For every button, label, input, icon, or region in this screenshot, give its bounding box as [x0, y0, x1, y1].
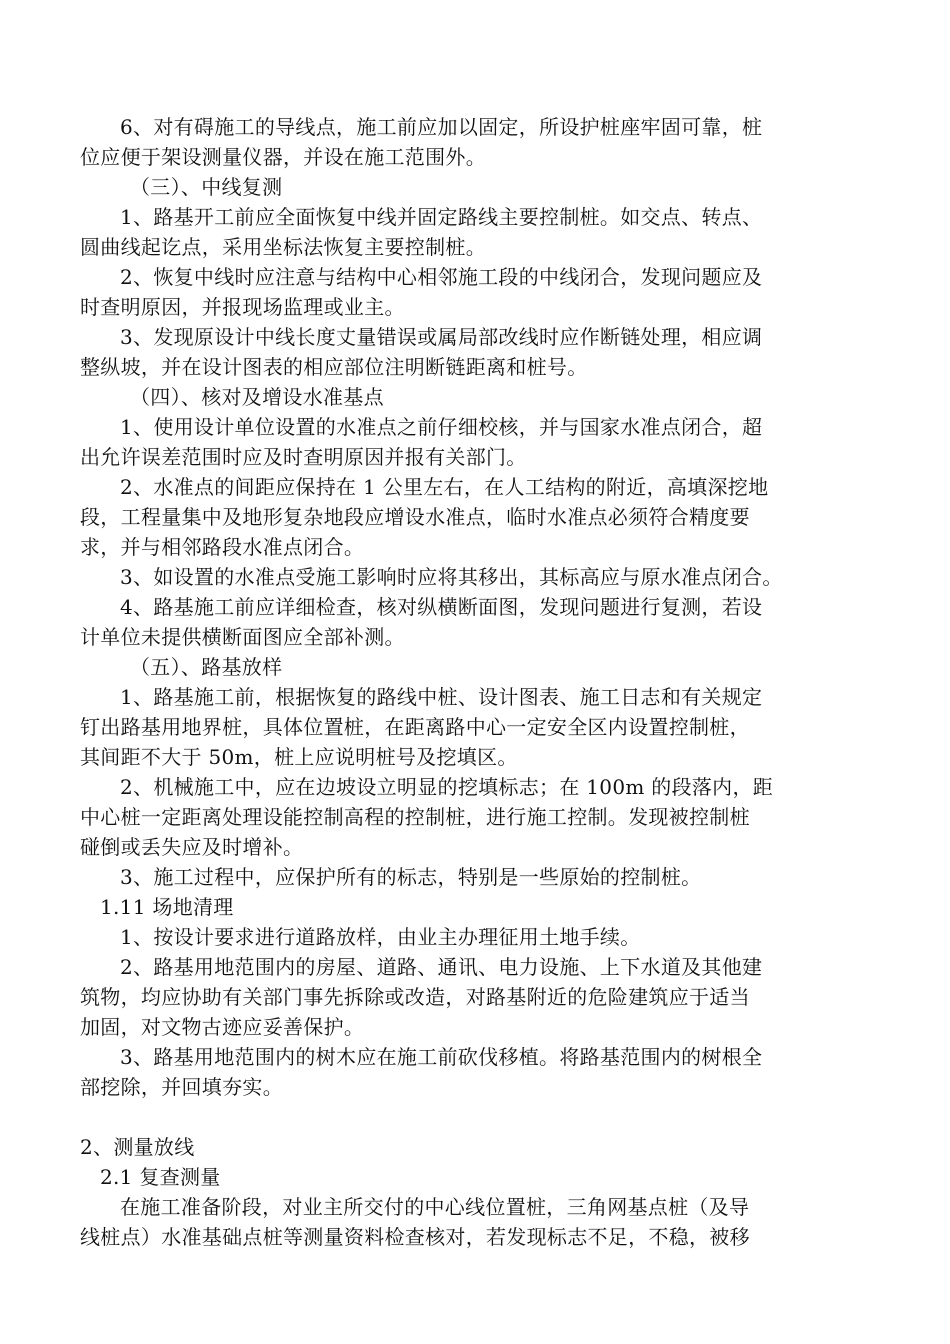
text-line: 部挖除，并回填夯实。	[80, 1075, 283, 1099]
text-line: 其间距不大于 50m，桩上应说明桩号及挖填区。	[80, 745, 518, 769]
text-line: 2、路基用地范围内的房屋、道路、通讯、电力设施、上下水道及其他建	[120, 955, 763, 979]
text-line: 4、路基施工前应详细检查，核对纵横断面图，发现问题进行复测，若设	[120, 595, 763, 619]
text-line: 2、水准点的间距应保持在 1 公里左右，在人工结构的附近，高填深挖地	[120, 475, 769, 499]
text-line: 1、路基开工前应全面恢复中线并固定路线主要控制桩。如交点、转点、	[120, 205, 763, 229]
text-line: 1、使用设计单位设置的水准点之前仔细校核，并与国家水准点闭合，超	[120, 415, 763, 439]
text-line: 3、如设置的水准点受施工影响时应将其移出，其标高应与原水准点闭合。	[120, 565, 783, 589]
text-line: 1、路基施工前，根据恢复的路线中桩、设计图表、施工日志和有关规定	[120, 685, 763, 709]
text-line: 3、路基用地范围内的树木应在施工前砍伐移植。将路基范围内的树根全	[120, 1045, 763, 1069]
section-heading: 2、测量放线	[80, 1135, 195, 1159]
text-line: 出允许误差范围时应及时查明原因并报有关部门。	[80, 445, 527, 469]
text-line: 钉出路基用地界桩，具体位置桩，在距离路中心一定安全区内设置控制桩，	[80, 715, 750, 739]
section-heading: 1.11 场地清理	[100, 895, 234, 919]
section-heading: （四）、核对及增设水准基点	[130, 385, 384, 409]
text-line: 1、按设计要求进行道路放样，由业主办理征用土地手续。	[120, 925, 641, 949]
text-line: 2、恢复中线时应注意与结构中心相邻施工段的中线闭合，发现问题应及	[120, 265, 763, 289]
text-line: 计单位未提供横断面图应全部补测。	[80, 625, 405, 649]
text-line: 3、发现原设计中线长度丈量错误或属局部改线时应作断链处理，相应调	[120, 325, 763, 349]
section-heading: 2.1 复查测量	[100, 1165, 221, 1189]
text-line: 3、施工过程中，应保护所有的标志，特别是一些原始的控制桩。	[120, 865, 702, 889]
text-line: 筑物，均应协助有关部门事先拆除或改造，对路基附近的危险建筑应于适当	[80, 985, 750, 1009]
text-line: 2、机械施工中，应在边坡设立明显的挖填标志；在 100m 的段落内，距	[120, 775, 774, 799]
text-line: 碰倒或丢失应及时增补。	[80, 835, 304, 859]
text-line: 中心桩一定距离处理设能控制高程的控制桩，进行施工控制。发现被控制桩	[80, 805, 750, 829]
text-line: 加固，对文物古迹应妥善保护。	[80, 1015, 365, 1039]
text-line: 6、对有碍施工的导线点，施工前应加以固定，所设护桩座牢固可靠，桩	[120, 115, 763, 139]
text-line: 圆曲线起讫点，采用坐标法恢复主要控制桩。	[80, 235, 486, 259]
section-heading: （五）、路基放样	[130, 655, 283, 679]
text-line: 在施工准备阶段，对业主所交付的中心线位置桩，三角网基点桩（及导	[120, 1195, 750, 1219]
text-line: 段，工程量集中及地形复杂地段应增设水准点，临时水准点必须符合精度要	[80, 505, 750, 529]
text-line: 位应便于架设测量仪器，并设在施工范围外。	[80, 145, 486, 169]
section-heading: （三）、中线复测	[130, 175, 283, 199]
text-line: 求，并与相邻路段水准点闭合。	[80, 535, 365, 559]
text-line: 时查明原因，并报现场监理或业主。	[80, 295, 405, 319]
text-line: 线桩点）水准基础点桩等测量资料检查核对，若发现标志不足，不稳，被移	[80, 1225, 750, 1249]
text-line: 整纵坡，并在设计图表的相应部位注明断链距离和桩号。	[80, 355, 588, 379]
